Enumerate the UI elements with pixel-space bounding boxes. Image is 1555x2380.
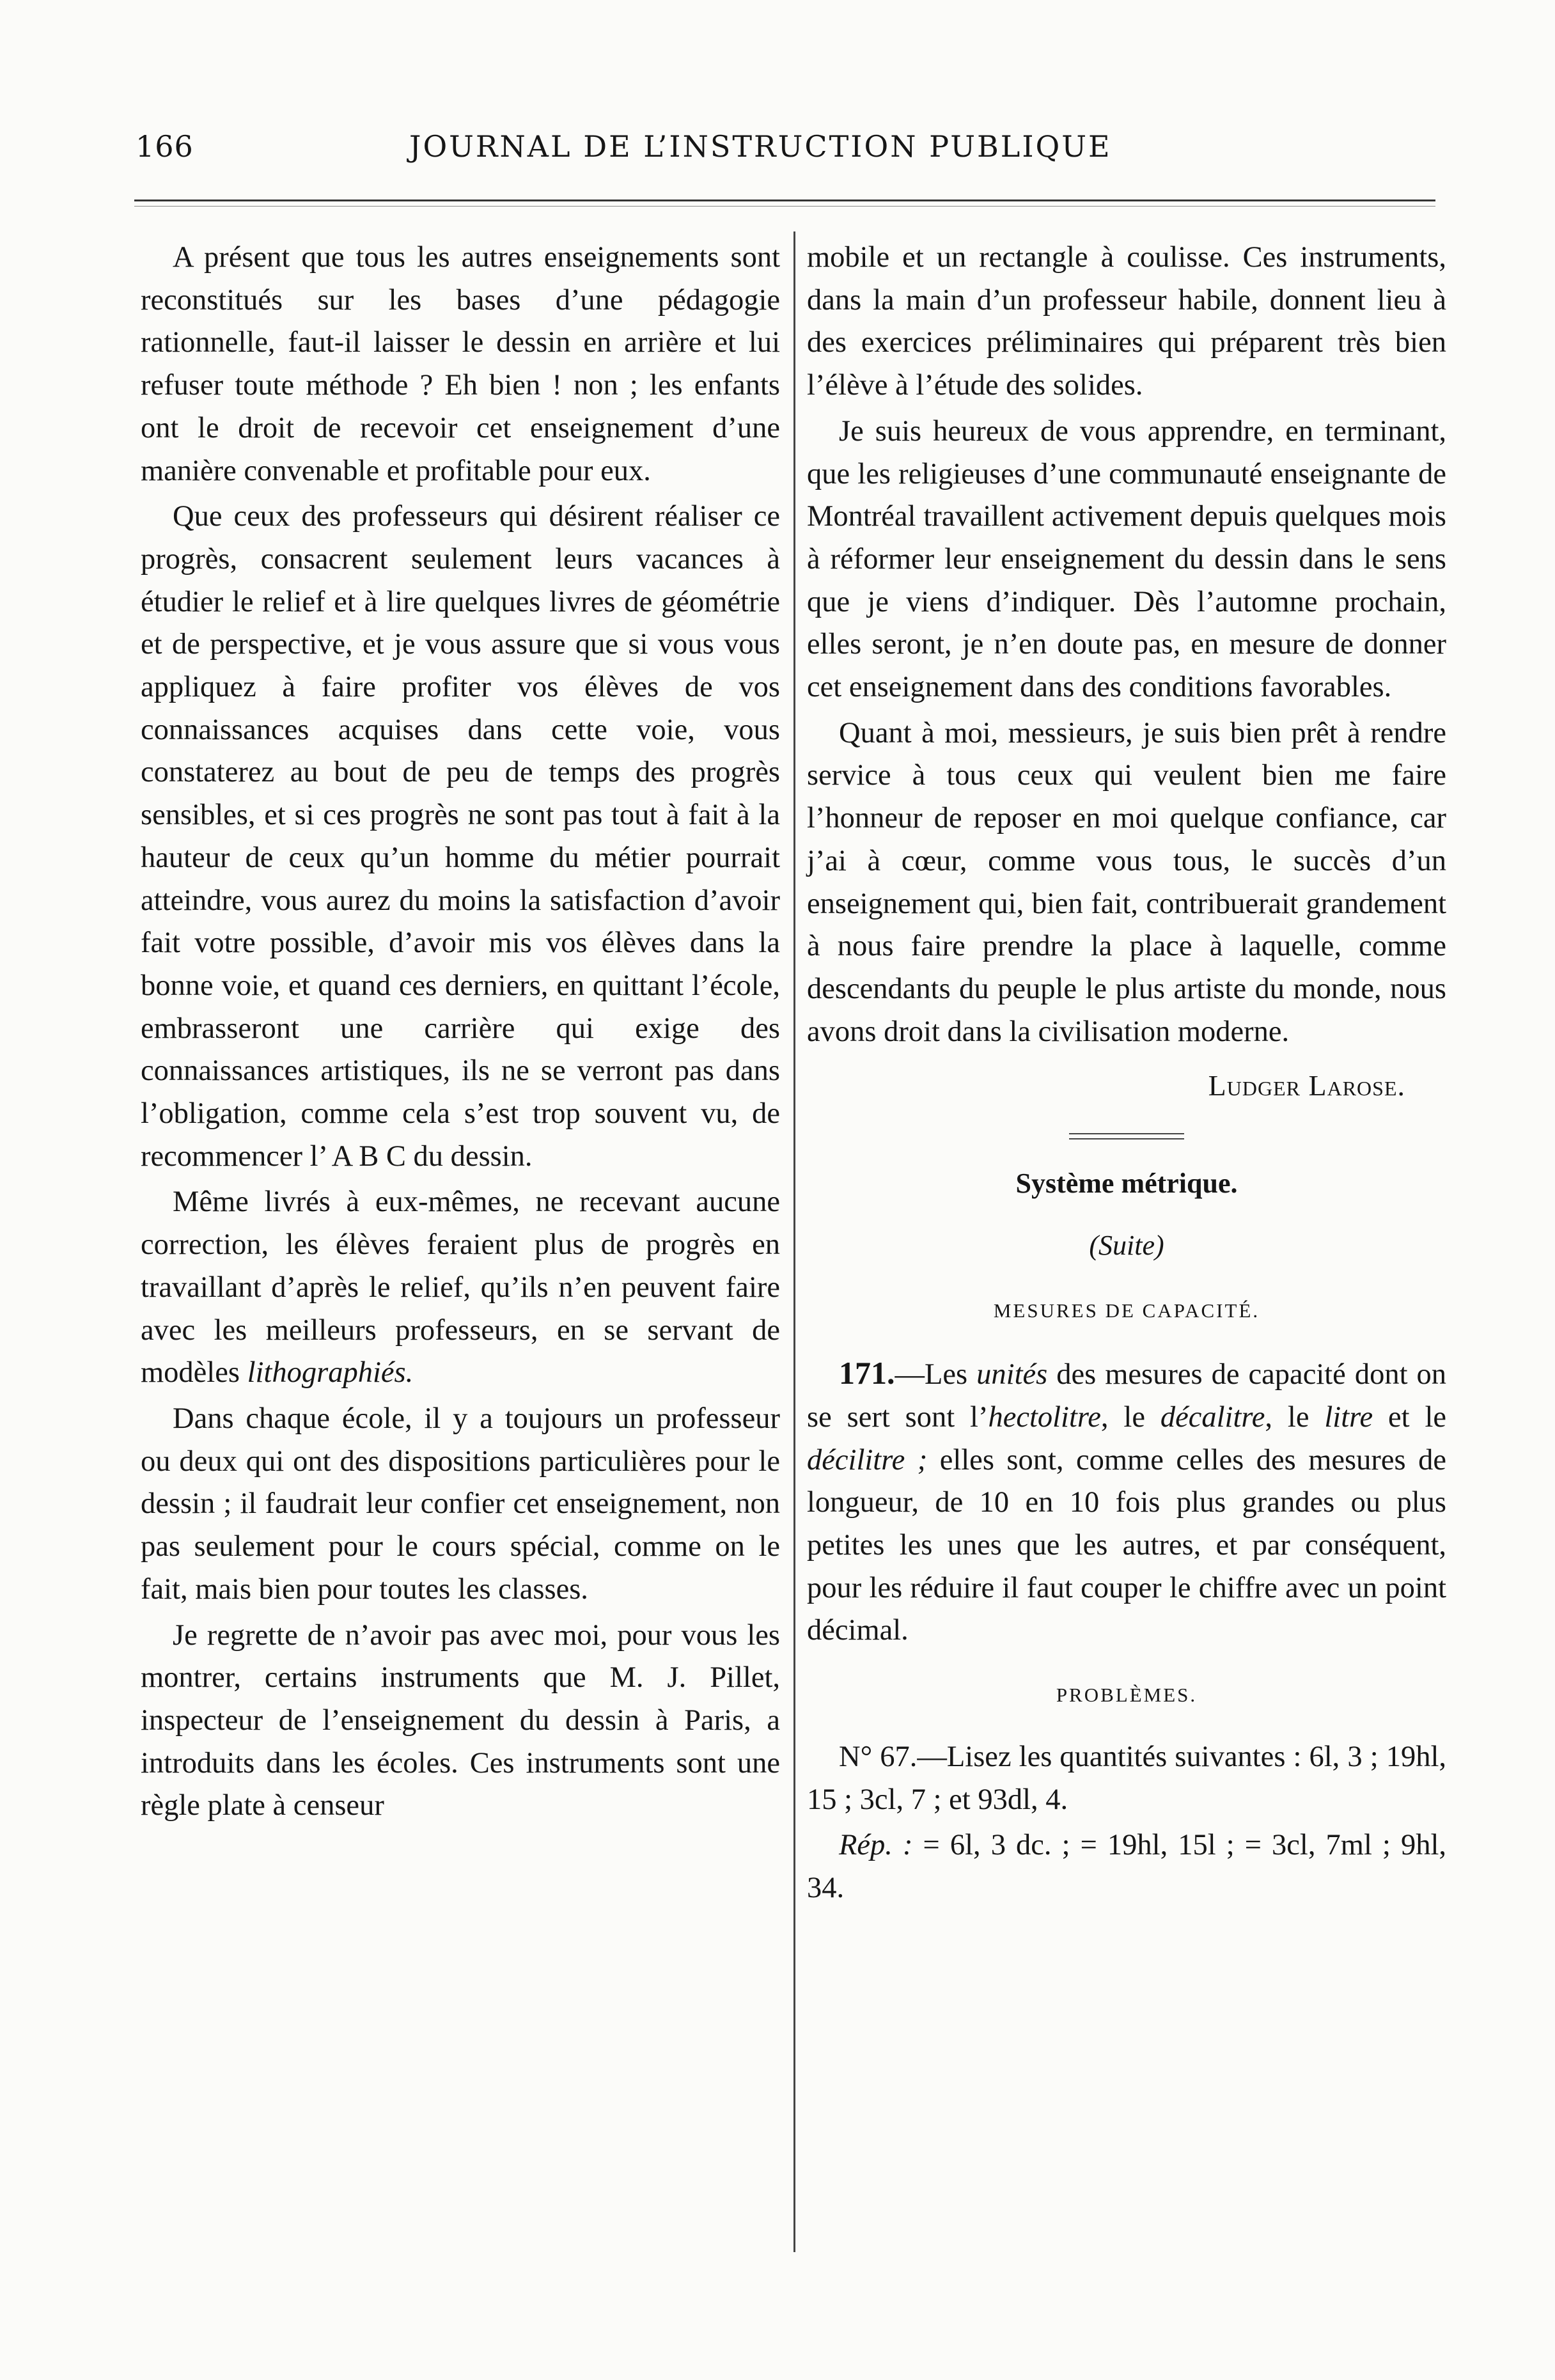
paragraph [141, 1181, 780, 1395]
answer-text: = 6l, 3 dc. ; = 19hl, 15l ; = 3cl, 7ml ; 9hl, 34. [807, 1829, 1446, 1904]
text-run: —Les [895, 1358, 977, 1391]
italic-term: hectolitre [988, 1400, 1101, 1434]
paragraph: Dans chaque école, il y a toujours un professeur ou deux qui ont des dispositions particulières pour le dessin ; il faudrait leur confier cet enseignement, non pas seulement pour le cours spécial, comme on le fait, mais bien pour toutes les classes. [141, 1402, 780, 1606]
paragraph: Quant à moi, messieurs, je suis bien prêt à rendre service à tous ceux qui veulent bien me faire l’honneur de reposer en moi quelque confiance, car j’ai à cœur, comme vous tous, le succès d’un enseignement qui, bien fait, contribuerait grandement à nous faire prendre la place à laquelle, comme descendants du peuple le plus artiste du monde, nous avons droit dans la civilisation moderne. [807, 716, 1446, 1048]
answer-label: Rép. : [839, 1829, 913, 1862]
italic-term: unités [976, 1358, 1048, 1391]
paragraph: A présent que tous les autres enseignements sont reconstitués sur les bases d’une pédagogie rationnelle, faut-il laisser le dessin en arrière et lui refuser toute méthode ? Eh bien ! non ; les enfants ont le droit de recevoir cet enseignement d’une manière convenable et profitable pour eux. [141, 241, 780, 487]
section-title: Système métrique. [1015, 1168, 1238, 1200]
header-rule [134, 200, 1435, 201]
text-run: , le [1100, 1400, 1160, 1434]
problems-title: PROBLÈMES. [1056, 1684, 1198, 1707]
page-number: 166 [136, 129, 194, 164]
paragraph-text: Même livrés à eux-mêmes, ne recevant aucune correction, les élèves feraient plus de progrès en travaillant d’après le relief, qu’ils n’en peuvent faire avec les meilleurs professeurs, en se servant de modèles [141, 1186, 780, 1390]
paragraph: Je suis heureux de vous apprendre, en terminant, que les religieuses d’une communauté enseignante de Montréal travaillent activement depuis quelques mois à réformer leur enseignement du dessin dans le sens que je viens d’indiquer. Dès l’automne prochain, elles seront, je n’en doute pas, en mesure de donner cet enseignement dans des conditions favorables. [807, 414, 1446, 704]
italic-term: litre [1324, 1400, 1373, 1434]
column-divider [793, 231, 795, 2252]
italic-term: décalitre [1160, 1400, 1265, 1434]
section-subtitle: (Suite) [1089, 1229, 1164, 1261]
header-rule-thin [134, 206, 1435, 207]
paragraph-number: 171. [839, 1355, 895, 1391]
paragraph: mobile et un rectangle à coulisse. Ces instruments, dans la main d’un professeur habile, donnent lieu à des exercices préliminaires qui préparent très bien l’élève à l’étude des solides. [807, 241, 1446, 402]
paragraph: Je regrette de n’avoir pas avec moi, pour vous les montrer, certains instruments que M. J. Pillet, inspecteur de l’enseignement du dessin à Paris, a introduits dans les écoles. Ces instruments sont une règle plate à censeur [141, 1618, 780, 1822]
text-run: et le [1373, 1400, 1447, 1434]
right-column [807, 237, 1446, 1913]
text-run: elles sont, comme celles des mesures de longueur, de 10 en 10 fois plus grandes ou plus petites les unes que les autres, et par conséquent, pour les réduire il faut couper le chiffre avec un point décimal. [807, 1443, 1446, 1647]
paragraph-171 [807, 1352, 1446, 1652]
section-separator [1069, 1133, 1184, 1139]
left-column [141, 237, 780, 1831]
subsection-title: MESURES DE CAPACITÉ. [993, 1299, 1260, 1322]
author-signature: Ludger Larose. [1208, 1069, 1405, 1102]
page-header [128, 129, 1432, 180]
paragraph: Que ceux des professeurs qui désirent réaliser ce progrès, consacrent seulement leurs vacances à étudier le relief et à lire quelques livres de géométrie et de perspective, et je vous assure que si vous vous appliquez à faire profiter vos élèves de vos connaissances acquises dans cette voie, vous constaterez au bout de peu de temps des progrès sensibles, et si ces progrès ne sont pas tout à fait à la hauteur de ceux qu’un homme du métier pourrait atteindre, vous aurez du moins la satisfaction d’avoir fait votre possible, d’avoir mis vos élèves dans la bonne voie, et quand ces derniers, en quittant l’école, embrasseront une carrière qui exige des connaissances artistiques, ils ne se verront pas dans l’obligation, comme cela s’est trop souvent vu, de recommencer l’ A B C du dessin. [141, 500, 780, 1173]
italic-word: lithographiés. [247, 1356, 414, 1390]
running-title: JOURNAL DE L’INSTRUCTION PUBLIQUE [409, 129, 1112, 164]
problem-67: N° 67.—Lisez les quantités suivantes : 6l, 3 ; 19hl, 15 ; 3cl, 7 ; et 93dl, 4. [807, 1740, 1446, 1816]
text-run: , le [1265, 1400, 1325, 1434]
italic-term: décilitre ; [807, 1443, 928, 1476]
problem-67-answer [807, 1824, 1446, 1909]
text-run: des mesures de capacité dont on se sert sont l’ [807, 1358, 1447, 1434]
